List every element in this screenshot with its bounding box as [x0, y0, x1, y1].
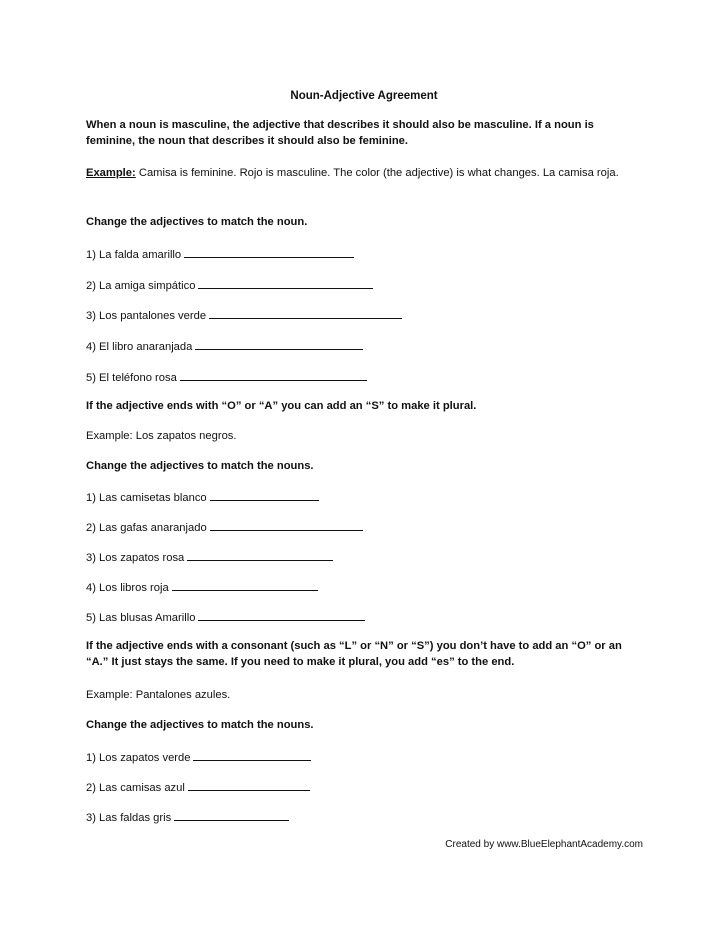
- consonant-rule: If the adjective ends with a consonant (such as “L” or “N” or “S”) you don’t have to add an “O” or an “A.” It just stays the same. If you need to make it plural, you add “es” to the end.: [86, 640, 622, 668]
- item-label: 3) Los pantalones verde: [86, 310, 207, 322]
- section-3-instruction: Change the adjectives to match the nouns.: [86, 719, 314, 731]
- answer-blank[interactable]: [193, 748, 311, 761]
- item-label: 1) La falda amarillo: [86, 249, 182, 261]
- item-label: 3) Las faldas gris: [86, 812, 172, 824]
- section-3-item-1: [86, 748, 311, 766]
- answer-blank[interactable]: [209, 306, 402, 319]
- item-label: 4) Los libros roja: [86, 582, 169, 594]
- item-label: 1) Los zapatos verde: [86, 752, 191, 764]
- section-1-item-1: [86, 245, 354, 263]
- answer-blank[interactable]: [174, 808, 289, 821]
- example-1: [86, 165, 646, 181]
- example-2: Example: Los zapatos negros.: [86, 430, 237, 442]
- answer-blank[interactable]: [210, 488, 319, 501]
- answer-blank[interactable]: [187, 548, 333, 561]
- answer-blank[interactable]: [195, 337, 363, 350]
- answer-blank[interactable]: [180, 368, 367, 381]
- answer-blank[interactable]: [172, 578, 318, 591]
- item-label: 5) Las blusas Amarillo: [86, 612, 196, 624]
- section-1-item-4: [86, 337, 363, 355]
- section-1-instruction: Change the adjectives to match the noun.: [86, 216, 308, 228]
- section-2-item-2: [86, 518, 363, 536]
- answer-blank[interactable]: [198, 608, 365, 621]
- item-label: 5) El teléfono rosa: [86, 372, 177, 384]
- example-1-label: Example:: [86, 167, 136, 179]
- answer-blank[interactable]: [198, 276, 373, 289]
- section-3-item-3: [86, 808, 289, 826]
- item-label: 3) Los zapatos rosa: [86, 552, 185, 564]
- item-label: 1) Las camisetas blanco: [86, 492, 207, 504]
- credit-line: Created by www.BlueElephantAcademy.com: [445, 839, 643, 850]
- item-label: 2) Las gafas anaranjado: [86, 522, 207, 534]
- section-1-item-3: [86, 306, 402, 324]
- section-2-item-5: [86, 608, 365, 626]
- example-1-text: Camisa is feminine. Rojo is masculine. The color (the adjective) is what changes. La camisa roja.: [135, 167, 619, 179]
- intro-rule: When a noun is masculine, the adjective that describes it should also be masculine. If a noun is feminine, the noun that describes it should also be feminine.: [86, 119, 594, 147]
- item-label: 2) La amiga simpático: [86, 280, 196, 292]
- section-3-item-2: [86, 778, 310, 796]
- section-1-item-2: [86, 276, 373, 294]
- example-3: Example: Pantalones azules.: [86, 689, 231, 701]
- section-2-item-4: [86, 578, 318, 596]
- answer-blank[interactable]: [210, 518, 363, 531]
- section-2-item-1: [86, 488, 319, 506]
- section-2-item-3: [86, 548, 333, 566]
- item-label: 4) El libro anaranjada: [86, 341, 193, 353]
- answer-blank[interactable]: [184, 245, 354, 258]
- section-2-instruction: Change the adjectives to match the nouns.: [86, 460, 314, 472]
- page-title: Noun-Adjective Agreement: [290, 90, 438, 102]
- plural-rule: If the adjective ends with “O” or “A” you can add an “S” to make it plural.: [86, 400, 477, 412]
- section-1-item-5: [86, 368, 367, 386]
- answer-blank[interactable]: [188, 778, 310, 791]
- item-label: 2) Las camisas azul: [86, 782, 185, 794]
